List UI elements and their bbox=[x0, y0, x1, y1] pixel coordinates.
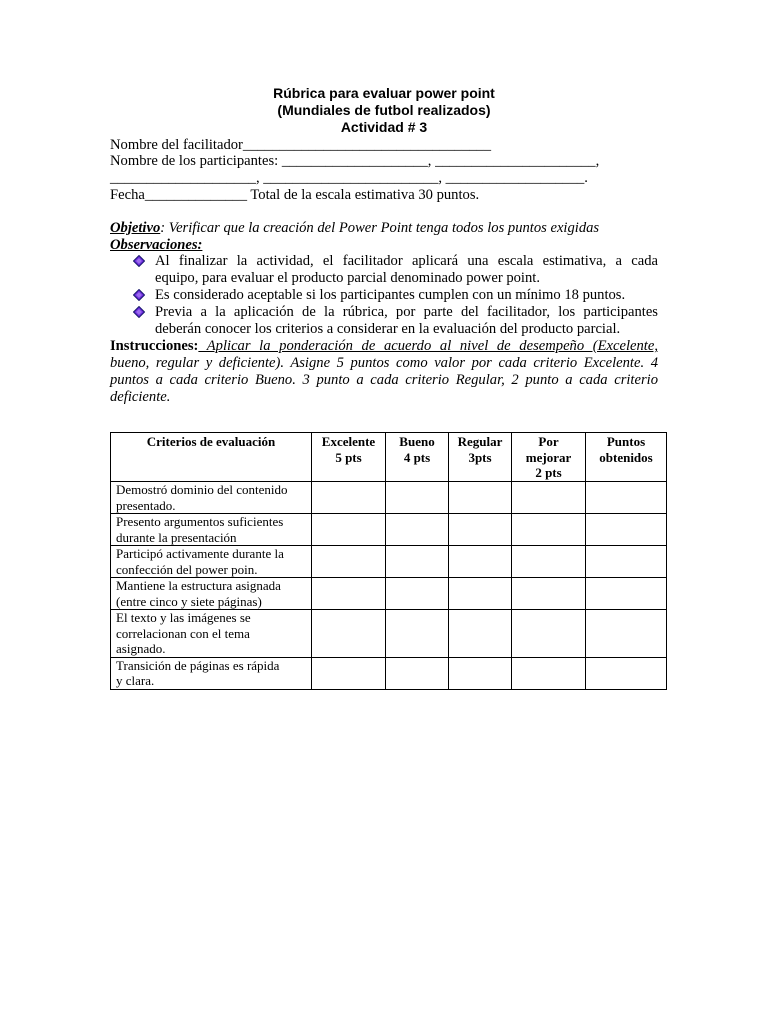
criterion-cell: Presento argumentos suficientes durante la presentación bbox=[111, 514, 312, 546]
table-row bbox=[111, 610, 667, 658]
header-criteria: Criterios de evaluación bbox=[111, 433, 312, 482]
instructions-line-2: bueno, regular y deficiente). Asigne 5 puntos como valor por cada criterio Excelente. 4 bbox=[110, 355, 658, 371]
score-cell-improve[interactable] bbox=[512, 610, 586, 658]
table-header-row bbox=[111, 433, 667, 482]
score-cell-regular[interactable] bbox=[449, 578, 512, 610]
date-total-line: Fecha______________ Total de la escala estimativa 30 puntos. bbox=[110, 187, 480, 203]
diamond-bullet-icon bbox=[133, 289, 145, 301]
score-cell-regular[interactable] bbox=[449, 482, 512, 514]
header-points-obtained: Puntos obtenidos bbox=[586, 433, 667, 482]
observation-1-line-2: equipo, para evaluar el producto parcial denominado power point. bbox=[155, 270, 540, 286]
table-row bbox=[111, 657, 667, 689]
score-cell-regular[interactable] bbox=[449, 657, 512, 689]
activity-number: Actividad # 3 bbox=[340, 119, 428, 135]
observation-1-line-1: Al finalizar la actividad, el facilitador aplicará una escala estimativa, a cada bbox=[155, 253, 658, 269]
criterion-cell: Transición de páginas es rápida y clara. bbox=[111, 657, 312, 689]
diamond-bullet-icon bbox=[133, 306, 145, 318]
score-cell-total[interactable] bbox=[586, 578, 667, 610]
score-cell-improve[interactable] bbox=[512, 546, 586, 578]
instructions-label: Instrucciones: bbox=[110, 338, 199, 354]
observation-3-line-1: Previa a la aplicación de la rúbrica, por parte del facilitador, los participantes bbox=[155, 304, 658, 320]
objective-text: : Verificar que la creación del Power Point tenga todos los puntos exigidas bbox=[160, 220, 600, 236]
objective-paragraph bbox=[110, 220, 599, 237]
table-row bbox=[111, 514, 667, 546]
score-cell-excellent[interactable] bbox=[312, 578, 386, 610]
header-excellent: Excelente 5 pts bbox=[312, 433, 386, 482]
score-cell-good[interactable] bbox=[386, 610, 449, 658]
table-row bbox=[111, 546, 667, 578]
observation-2-line-1: Es considerado aceptable si los participantes cumplen con un mínimo 18 puntos. bbox=[155, 287, 626, 303]
instructions-text-1: Aplicar la ponderación de acuerdo al nivel de desempeño (Excelente, bbox=[198, 338, 658, 354]
score-cell-total[interactable] bbox=[586, 546, 667, 578]
score-cell-excellent[interactable] bbox=[312, 546, 386, 578]
document-subtitle: (Mundiales de futbol realizados) bbox=[277, 102, 491, 118]
score-cell-good[interactable] bbox=[386, 578, 449, 610]
instructions-line-1 bbox=[110, 338, 658, 355]
participants-field-line-1: Nombre de los participantes: ____________________, ______________________, bbox=[110, 153, 600, 169]
score-cell-improve[interactable] bbox=[512, 657, 586, 689]
score-cell-good[interactable] bbox=[386, 514, 449, 546]
score-cell-excellent[interactable] bbox=[312, 482, 386, 514]
header-needs-improvement: Por mejorar 2 pts bbox=[512, 433, 586, 482]
instructions-line-3: puntos a cada criterio Bueno. 3 punto a cada criterio Regular, 2 punto a cada criterio bbox=[110, 372, 658, 388]
score-cell-regular[interactable] bbox=[449, 546, 512, 578]
rubric-table bbox=[110, 432, 667, 690]
score-cell-good[interactable] bbox=[386, 482, 449, 514]
header-good: Bueno 4 pts bbox=[386, 433, 449, 482]
score-cell-improve[interactable] bbox=[512, 578, 586, 610]
observation-3-line-2: deberán conocer los criterios a considerar en la evaluación del producto parcial. bbox=[155, 321, 621, 337]
score-cell-total[interactable] bbox=[586, 482, 667, 514]
score-cell-good[interactable] bbox=[386, 546, 449, 578]
criterion-cell: El texto y las imágenes se correlacionan con el tema asignado. bbox=[111, 610, 312, 658]
criterion-cell: Participó activamente durante la confección del power poin. bbox=[111, 546, 312, 578]
criterion-cell: Demostró dominio del contenido presentado. bbox=[111, 482, 312, 514]
diamond-bullet-icon bbox=[133, 255, 145, 267]
score-cell-improve[interactable] bbox=[512, 514, 586, 546]
facilitator-name-field: Nombre del facilitador__________________________________ bbox=[110, 137, 492, 153]
score-cell-total[interactable] bbox=[586, 657, 667, 689]
score-cell-total[interactable] bbox=[586, 514, 667, 546]
objective-label: Objetivo bbox=[110, 220, 161, 236]
score-cell-excellent[interactable] bbox=[312, 514, 386, 546]
score-cell-excellent[interactable] bbox=[312, 610, 386, 658]
score-cell-total[interactable] bbox=[586, 610, 667, 658]
criterion-cell: Mantiene la estructura asignada (entre cinco y siete páginas) bbox=[111, 578, 312, 610]
instructions-line-4: deficiente. bbox=[110, 389, 171, 405]
table-row bbox=[111, 578, 667, 610]
score-cell-improve[interactable] bbox=[512, 482, 586, 514]
document-title: Rúbrica para evaluar power point bbox=[273, 85, 495, 101]
participants-field-line-2: ____________________, ________________________, ___________________. bbox=[110, 170, 588, 186]
header-regular: Regular 3pts bbox=[449, 433, 512, 482]
score-cell-good[interactable] bbox=[386, 657, 449, 689]
score-cell-regular[interactable] bbox=[449, 610, 512, 658]
table-row bbox=[111, 482, 667, 514]
score-cell-regular[interactable] bbox=[449, 514, 512, 546]
score-cell-excellent[interactable] bbox=[312, 657, 386, 689]
observations-label: Observaciones: bbox=[110, 237, 203, 253]
